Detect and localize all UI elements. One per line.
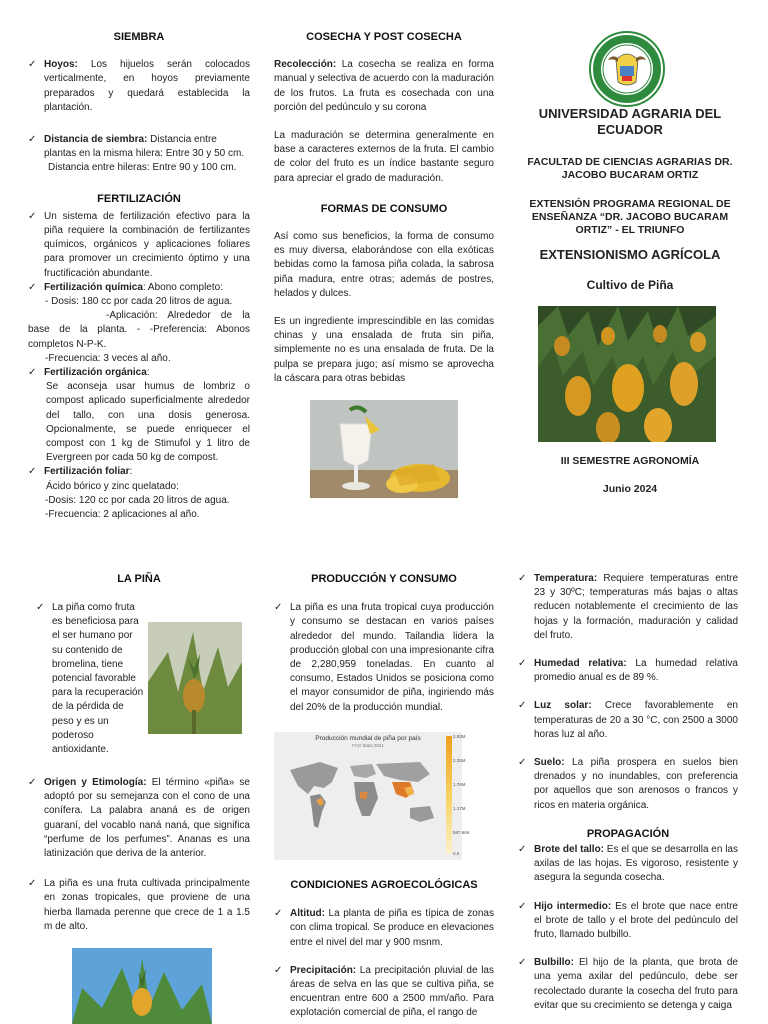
legend-label: 1.17M [453, 806, 466, 811]
cosecha-title: COSECHA Y POST COSECHA [306, 31, 462, 43]
recoleccion-text: La cosecha se realiza en forma manual y selectiva de acuerdo con la maduración de los frutos. La fruta es cosechada con una porción del pedúnculo y su corona [274, 59, 494, 113]
pineapple-plant-image [148, 622, 242, 734]
temperatura-label: Temperatura: [534, 573, 598, 584]
world-map-svg [280, 752, 446, 852]
brote-tallo-item [518, 843, 738, 886]
consumo-p2: Es un ingrediente imprescindible en las comidas chinas y una ensalada de fruta sin piña, simplemente no es una ensalada de fruta. De la pulpa se prepara jugo; así mismo se aprovecha la cáscara para otras bebidas [274, 316, 494, 384]
produccion-p1: ✓ La piña es una fruta tropical cuya producción y consumo se destacan en varios países alrededor del mundo. Tailandia lidera la producción global con una impresionante cifra de 2,280,959 toneladas. En cuanto al consumo, Estados Unidos se posiciona como el mayor consumidor de piña, ingiriendo más del 20% de la producción mundial. [274, 601, 494, 715]
condiciones-section [274, 878, 494, 1021]
date-label: Junio 2024 [602, 483, 658, 496]
condiciones-title: CONDICIONES AGROECOLÓGICAS [290, 879, 478, 891]
brote-tallo-label: Brote del tallo: [534, 844, 605, 856]
pineapple-sky-image [72, 948, 212, 1024]
distancia-text-2: Distancia entre hileras: Entre 90 y 100 cm. [48, 162, 237, 174]
precipitacion-label: Precipitación: [290, 964, 357, 976]
precipitacion-item [274, 964, 494, 1021]
brote-tallo-text: Es el que se desarrolla en las axilas de las hojas. Es vigoroso, resistente y asegura la segunda cosecha. [534, 844, 738, 884]
program-name: EXTENSIONISMO AGRÍCOLA [539, 247, 721, 262]
production-map [274, 732, 470, 860]
suelo-label: Suelo: [534, 757, 565, 769]
quimica-label: Fertilización química [44, 281, 143, 293]
fertilizacion-intro: ✓ Un sistema de fertilización efectivo para la piña requiere la combinación de fertilizantes químicos, orgánicos y aplicaciones foliares para promover un crecimiento óptimo y una fructificación abundante. [28, 210, 250, 281]
pina-p1-block [36, 601, 144, 757]
hijo-intermedio-text: Es el brote que nace entre el brote de tallo y el brote del pedúnculo del fruto, llamado bulbillo. [534, 900, 738, 941]
semester-label: III SEMESTRE AGRONOMÍA [560, 455, 700, 467]
extension-name: EXTENSIÓN PROGRAMA REGIONAL DE ENSEÑANZA “DR. JACOBO BUCARAM ORTIZ” - EL TRIUNFO [529, 198, 731, 236]
legend-label: 0.0 [453, 851, 460, 856]
hoyos-item [28, 58, 250, 115]
temperatura-item [518, 572, 738, 643]
altitud-label: Altitud: [290, 908, 325, 920]
bulbillo-text: El hijo de la planta, que brota de una yema axilar del pedúnculo, debe ser recolectado durante la cosecha del fruto para evitar que su crecimiento se detenga y caiga [534, 957, 738, 1011]
bulbillo-label: Bulbillo: [534, 957, 574, 969]
quimica-frecuencia: -Frecuencia: 3 veces al año. [45, 352, 171, 364]
pina-title: LA PIÑA [117, 573, 161, 585]
foliar-item [28, 465, 250, 479]
cosecha-p1 [274, 58, 494, 115]
quimica-dosis: - Dosis: 180 cc por cada 20 litros de agua. [45, 296, 233, 308]
crop-title: Cultivo de Piña [586, 278, 674, 292]
organica-text: : [146, 367, 150, 379]
pina-colada-image [310, 400, 458, 498]
foliar-line-2: -Dosis: 120 cc por cada 20 litros de agua. [45, 494, 230, 506]
siembra-title: SIEMBRA [113, 31, 165, 43]
siembra-section [28, 30, 250, 522]
produccion-section [274, 572, 494, 715]
organica-body: Se aconseja usar humus de lombriz o compost aplicado superficialmente alrededor del tallo, con una dosis generosa. Opcionalmente, se puede enriquecer el compost con 1 kg de Stimufol y 1 litro de Evergreen por cada 50 kg de compost. [46, 381, 250, 464]
hijo-intermedio-item [518, 900, 738, 943]
distancia-label: Distancia de siembra: [44, 134, 148, 146]
faculty-name: FACULTAD DE CIENCIAS AGRARIAS DR. JACOBO BUCARAM ORTIZ [527, 156, 733, 181]
foliar-line-1: Ácido bórico y zinc quelatado: [46, 480, 179, 492]
organica-item [28, 366, 250, 380]
origen-text: El término «piña» se adoptó por su semejanza con el cono de una conífera. La palabra ananá es de origen guaraní, del vocablo naná naná, que significa “perfume de los perfumes”. Ananas es una latinización que deriva de la anterior. [44, 777, 250, 860]
pina-more [28, 776, 250, 934]
recoleccion-label: Recolección: [274, 59, 337, 71]
cover-panel [520, 106, 740, 293]
map-legend-bar [446, 736, 452, 854]
pina-section [28, 572, 250, 586]
pina-p3: ✓ La piña es una fruta cultivada principalmente en zonas tropicales, que proviene de una hierba llamada perenne que crece de 1 a 1.5 m de alto. [28, 877, 250, 934]
cover-footer [520, 454, 740, 496]
luz-label: Luz solar: [534, 700, 592, 712]
foliar-label: Fertilización foliar [44, 466, 130, 478]
map-legend-labels [453, 732, 470, 860]
hoyos-text: Los hijuelos serán colocados verticalmente, en hoyos previamente preparados y quedará establecida la plantación. [44, 59, 250, 113]
map-title: Producción mundial de piña por país [315, 735, 421, 742]
humedad-label: Humedad relativa: [534, 658, 627, 670]
foliar-line-3: -Frecuencia: 2 aplicaciones al año. [45, 509, 200, 521]
legend-label: 587.66K [453, 830, 470, 835]
hijo-intermedio-label: Hijo intermedio: [534, 900, 612, 912]
origen-item [28, 776, 250, 861]
pineapple-field-image [538, 306, 716, 442]
cosecha-p2: La maduración se determina generalmente en base a caracteres externos de la fruta. El cambio de color del fruto es un índice bastante seguro para apreciar el grado de maduración. [274, 130, 494, 184]
luz-item [518, 699, 738, 742]
legend-label: 2.93M [453, 734, 466, 739]
altitud-item [274, 907, 494, 950]
consumo-p1: Así como sus beneficios, la forma de consumo es muy diversa, elaborándose con ella exóticas bebidas como la famosa piña colada, la sabrosa piña madura, entre otras; además de postres, helados y dulces. [274, 231, 494, 299]
pina-p1: ✓ La piña como fruta es beneficiosa para el ser humano por su contenido de bromelina, tiene potencial favorable para la recuperación de la pérdida de peso y es un poderoso antioxidante. [36, 601, 144, 757]
precipitacion-text: La precipitación pluvial de las áreas de selva en las que se cultiva piña, se encuentran entre 600 a 2500 mm/año. Para explotación comercial de piña, el rango de [290, 964, 494, 1019]
altitud-text: La planta de piña es típica de zonas con clima tropical. Se produce en elevaciones entre el nivel del mar y 900 msnm. [290, 908, 494, 948]
origen-label: Origen y Etimología: [44, 777, 147, 788]
cosecha-section [274, 30, 494, 386]
organica-label: Fertilización orgánica [44, 367, 147, 379]
luz-text: Crece favorablemente en temperaturas de 20 a 30 °C, con 2500 a 3000 horas luz al año. [534, 700, 738, 740]
clima-section [518, 572, 738, 1013]
quimica-item [28, 281, 250, 295]
university-seal [588, 30, 666, 108]
suelo-item [518, 756, 738, 813]
map-subtitle: FAO Stats 2021 [352, 743, 384, 748]
propagacion-title: PROPAGACIÓN [586, 827, 670, 840]
produccion-title: PRODUCCIÓN Y CONSUMO [311, 573, 457, 585]
humedad-item [518, 657, 738, 685]
university-name: UNIVERSIDAD AGRARIA DEL ECUADOR [538, 106, 722, 137]
fertilizacion-title: FERTILIZACIÓN [97, 192, 181, 205]
quimica-text: : Abono completo: [142, 281, 223, 293]
legend-label: 1.76M [453, 782, 466, 787]
distancia-item [28, 133, 250, 161]
bulbillo-item [518, 956, 738, 1013]
consumo-title: FORMAS DE CONSUMO [320, 202, 448, 215]
distancia-text: Distancia entre plantas en la misma hilera: Entre 30 y 50 cm. [44, 134, 245, 160]
suelo-text: La piña prospera en suelos bien drenados y no inundables, con preferencia por aquellos que son arenosos o francos y ricos en materia orgánica. [534, 757, 738, 811]
hoyos-label: Hoyos: [44, 59, 78, 71]
humedad-text: La humedad relativa promedio anual es de 89 %. [534, 658, 738, 684]
quimica-aplicacion: -Aplicación: Alrededor de la base de la planta. - -Preferencia: Abonos completos N-P-K. [28, 310, 250, 350]
temperatura-text: Requiere temperaturas entre 23 y 30ºC; temperaturas más bajas o altas reducen notablemente el crecimiento de las hojas y la formación, maduración y calidad del fruto. [534, 573, 738, 641]
legend-label: 2.35M [453, 758, 466, 763]
foliar-text: : [129, 466, 133, 478]
